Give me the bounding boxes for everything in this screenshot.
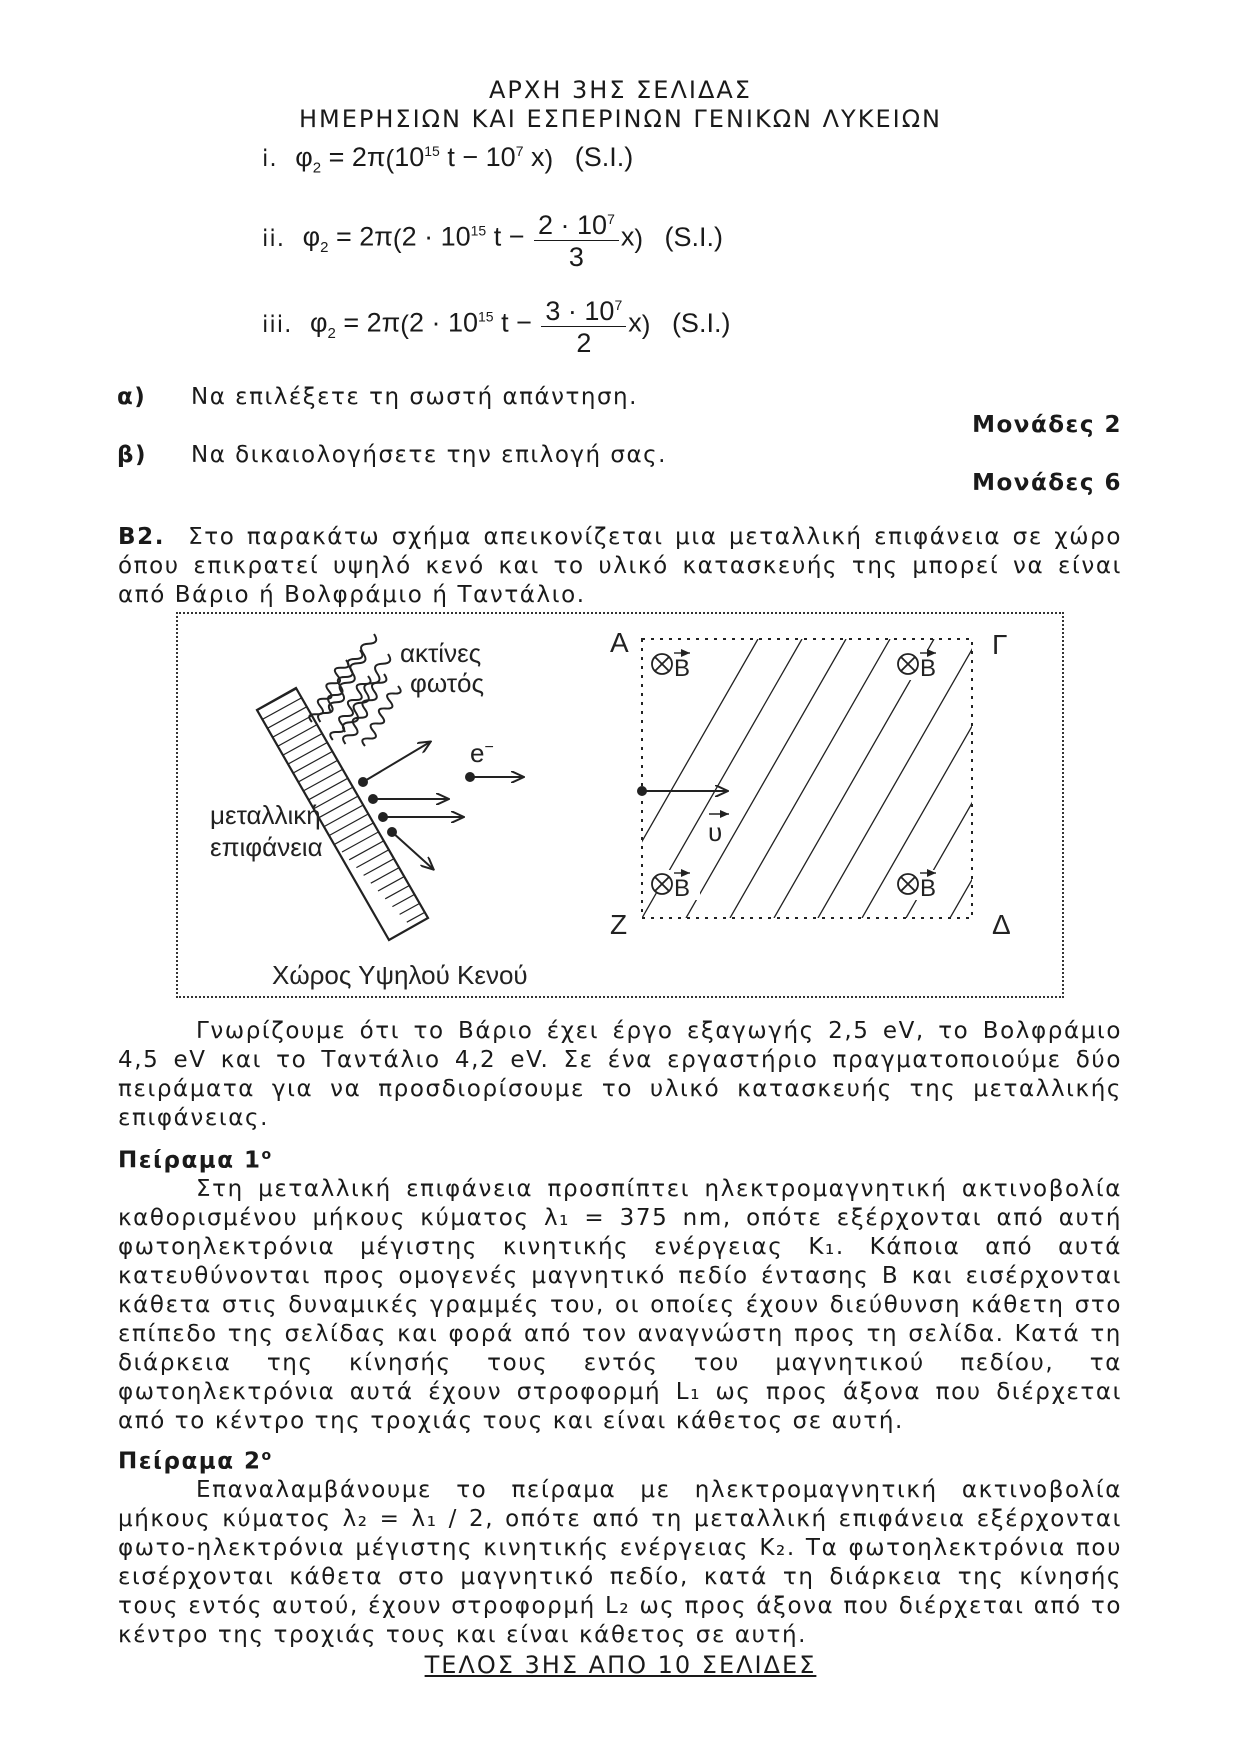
question-text: Να δικαιολογήσετε την επιλογή σας. bbox=[191, 442, 667, 468]
page-footer-text: ΤΕΛΟΣ 3ΗΣ ΑΠΟ 10 ΣΕΛΙΔΕΣ bbox=[424, 1651, 817, 1679]
experiment-2-title-text: Πείραμα 2 bbox=[118, 1448, 262, 1475]
b2-text: Στο παρακάτω σχήμα απεικονίζεται μια μεταλλική επιφάνεια σε χώρο όπου επικρατεί υψηλό κενό και το υλικό κατασκευής της μπορεί να είναι από Βάριο ή Βολφράμιο ή Ταντάλιο. bbox=[118, 524, 1123, 608]
numerator-exponent: 7 bbox=[614, 297, 623, 313]
field-into-page-icon bbox=[652, 870, 700, 902]
page-footer bbox=[0, 1651, 1241, 1679]
surface-label-line-2: επιφάνεια bbox=[210, 832, 323, 862]
experiment-1-title-sup: ο bbox=[261, 1147, 273, 1163]
field-into-page-icon bbox=[898, 870, 946, 902]
entering-electron bbox=[638, 787, 729, 847]
fraction-denominator: 2 bbox=[576, 328, 592, 358]
wavenumber-fraction bbox=[534, 204, 619, 273]
rays-label-line-1: ακτίνες bbox=[400, 638, 482, 668]
points-b: Μονάδες 6 bbox=[972, 470, 1122, 496]
phase-symbol: φ bbox=[295, 142, 313, 172]
freq-exponent: 15 bbox=[478, 308, 494, 325]
experiment-2-title-sup: ο bbox=[261, 1448, 273, 1464]
minus-sign: − bbox=[462, 142, 479, 172]
corner-label-a: Α bbox=[610, 627, 629, 658]
position-symbol: x bbox=[628, 307, 642, 338]
b2-label: Β2. bbox=[118, 524, 166, 550]
figure-diagram bbox=[178, 614, 1062, 996]
units: (S.I.) bbox=[664, 221, 724, 252]
fraction-denominator: 3 bbox=[568, 242, 584, 272]
light-rays bbox=[309, 634, 400, 746]
points-a: Μονάδες 2 bbox=[972, 412, 1122, 438]
field-label: B bbox=[674, 875, 691, 902]
freq-exponent: 15 bbox=[470, 222, 487, 239]
time-symbol: t − bbox=[501, 307, 532, 338]
corner-label-d: Δ bbox=[992, 909, 1011, 940]
wavenumber-base: 10 bbox=[485, 142, 516, 172]
corner-label-g: Γ bbox=[992, 629, 1008, 660]
units: (S.I.) bbox=[574, 142, 634, 172]
field-into-page-icon bbox=[898, 650, 946, 682]
field-into-page-icon bbox=[652, 650, 700, 682]
freq-coefficient: 2 · 10 bbox=[408, 307, 479, 338]
equals-two-pi: = 2π bbox=[335, 221, 393, 252]
position-symbol: x bbox=[620, 221, 635, 252]
equals-two-pi: = 2π bbox=[328, 142, 386, 172]
page-header-line-2: ΗΜΕΡΗΣΙΩΝ ΚΑΙ ΕΣΠΕΡΙΝΩΝ ΓΕΝΙΚΩΝ ΛΥΚΕΙΩΝ bbox=[298, 105, 942, 133]
rays-label-line-2: φωτός bbox=[410, 668, 485, 698]
field-into-page-symbols bbox=[652, 650, 946, 902]
fraction-numerator: 3 · 10 bbox=[545, 296, 615, 326]
wavenumber-fraction bbox=[541, 290, 626, 359]
page-header-line-1: ΑΡΧΗ 3ΗΣ ΣΕΛΙΔΑΣ bbox=[489, 76, 752, 104]
experiment-1-text: Στη μεταλλική επιφάνεια προσπίπτει ηλεκτρομαγνητική ακτινοβολία καθορισμένου μήκους κύματος λ₁ = 375 nm, οπότε εξέρχονται από αυτή φωτοηλεκτρόνια μέγιστης κινητικής ενέργειας Κ₁. Κάποια από αυτά κατευθύνονται προς ομογενές μαγνητικό πεδίο έντασης Β και εισέρχονται κάθετα στις δυναμικές γραμμές του, οι οποίες έχουν διεύθυνση κάθετη στο επίπεδο της σελίδας και φορά από τον αναγνώστη προς τη σελίδα. Κατά τη διάρκεια της κίνησής τους εντός του μαγνητικού πεδίου, τα φωτοηλεκτρόνια αυτά έχουν στροφορμή L₁ ως προς άξονα που διέρχεται από το κέντρο της τροχιάς τους και είναι κάθετος σε αυτή. bbox=[118, 1176, 1122, 1434]
freq-base: 10 bbox=[394, 142, 425, 172]
intro-paragraph: Γνωρίζουμε ότι το Βάριο έχει έργο εξαγωγής 2,5 eV, το Βολφράμιο 4,5 eV και το Ταντάλιο 4,2 eV. Σε ένα εργαστήριο πραγματοποιούμε δύο πειράματα για να προσδιορίσουμε το υλικό κατασκευής της μεταλλικής επιφάνειας. bbox=[118, 1018, 1122, 1131]
freq-exponent: 15 bbox=[424, 143, 440, 159]
option-i-equation: i. $\varphi_2 = 2\pi(10^{15}$ $t - 10^7$ x) (S.I.) bbox=[262, 142, 634, 177]
units: (S.I.) bbox=[671, 307, 731, 338]
question-a bbox=[117, 384, 638, 410]
equals-two-pi: = 2π bbox=[343, 307, 401, 338]
wavenumber-exponent: 7 bbox=[515, 143, 524, 159]
field-label: B bbox=[674, 655, 691, 682]
time-symbol: t bbox=[447, 142, 455, 172]
position-symbol: x bbox=[531, 142, 545, 172]
phase-symbol: φ bbox=[310, 307, 328, 338]
option-label: i. bbox=[262, 146, 278, 172]
experiment-1-title bbox=[118, 1147, 273, 1174]
b2-paragraph bbox=[118, 523, 1122, 610]
option-label: ii. bbox=[262, 225, 286, 252]
question-letter: α) bbox=[117, 384, 147, 410]
field-label: B bbox=[920, 655, 937, 682]
velocity-label: υ bbox=[708, 817, 723, 847]
fraction-numerator: 2 · 10 bbox=[538, 210, 608, 240]
vacuum-label: Χώρος Υψηλού Κενού bbox=[272, 960, 528, 990]
phase-subscript: 2 bbox=[312, 159, 322, 177]
experiment-2-title bbox=[118, 1448, 273, 1475]
phase-subscript: 2 bbox=[320, 239, 329, 257]
experiment-2-text: Επαναλαμβάνουμε το πείραμα με ηλεκτρομαγνητική ακτινοβολία μήκους κύματος λ₂ = λ₁ / 2, οπότε από τη μεταλλική επιφάνεια εξέρχονται φωτο-ηλεκτρόνια μέγιστης κινητικής ενέργειας Κ₂. Τα φωτοηλεκτρόνια που εισέρχονται κάθετα στο μαγνητικό πεδίο, κατά τη διάρκεια της κίνησής τους εντός αυτού, έχουν στροφορμή L₂ ως προς άξονα που διέρχεται από το κέντρο της τροχιάς τους και είναι κάθετος σε αυτή. bbox=[118, 1477, 1122, 1648]
question-text: Να επιλέξετε τη σωστή απάντηση. bbox=[191, 384, 638, 410]
phase-symbol: φ bbox=[302, 221, 321, 252]
numerator-exponent: 7 bbox=[607, 211, 615, 227]
question-letter: β) bbox=[117, 442, 147, 468]
option-iii-equation: iii. $\varphi_2 = 2\pi(2 \cdot 10^{15}$ t − $\frac{3 \cdot 10^7}{2}$ x) (S.I.) bbox=[262, 290, 730, 359]
option-ii-equation: ii. $\varphi_2 = 2\pi(2 \cdot 10^{15}$ t − $\frac{2 \cdot 10^7}{3}$ x) (S.I.) bbox=[262, 204, 723, 273]
corner-label-z: Ζ bbox=[610, 909, 628, 940]
figure-frame bbox=[176, 612, 1064, 998]
electron-label: e− bbox=[470, 738, 494, 768]
option-label: iii. bbox=[262, 311, 293, 338]
phase-subscript: 2 bbox=[327, 325, 336, 343]
freq-coefficient: 2 · 10 bbox=[401, 221, 471, 252]
field-label: B bbox=[920, 875, 937, 902]
emitted-electrons bbox=[359, 742, 523, 869]
question-b bbox=[117, 442, 667, 468]
time-symbol: t − bbox=[493, 221, 525, 252]
surface-label-line-1: μεταλλική bbox=[210, 800, 321, 830]
experiment-1-title-text: Πείραμα 1 bbox=[118, 1147, 262, 1174]
